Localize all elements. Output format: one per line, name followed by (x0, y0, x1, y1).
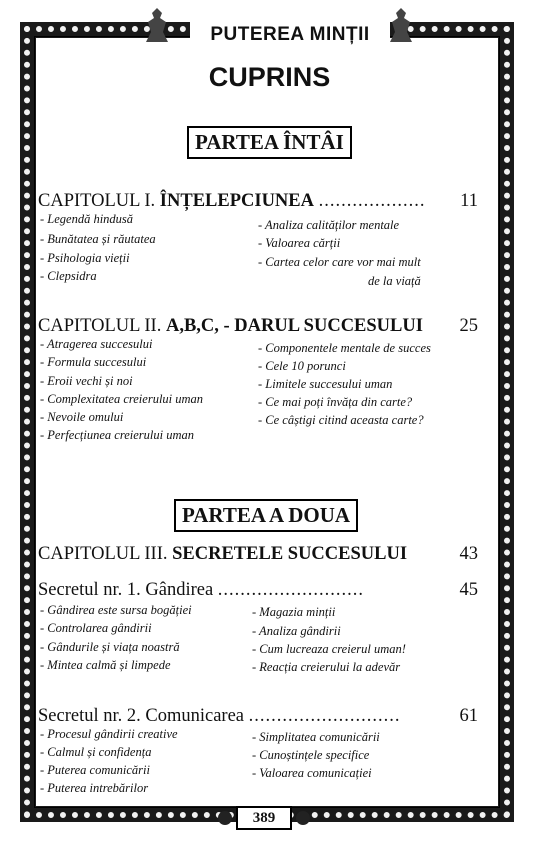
list-item: - Bunătatea și răutatea (40, 232, 156, 246)
secret-2-title: Secretul nr. 2. Comunicarea (38, 706, 245, 726)
page-number: 389 (236, 806, 292, 830)
list-item: - Procesul gândirii creative (40, 727, 178, 741)
list-item: - Simplitatea comunicării (252, 730, 380, 744)
list-item: - Puterea intrebărilor (40, 781, 149, 795)
chapter-1-entry (38, 191, 478, 212)
chapter-2-prefix: CAPITOLUL II. (38, 316, 162, 336)
chapter-1-leader: ................... (318, 191, 426, 211)
list-item: - Cele 10 porunci (258, 359, 346, 373)
secret-2-page: 61 (459, 706, 478, 726)
list-item: - Limitele succesului uman (258, 377, 393, 391)
list-item: de la viață (368, 274, 421, 288)
secret-1-entry (38, 580, 478, 601)
list-item: - Cunoștințele specifice (252, 748, 370, 762)
list-item: - Nevoile omului (40, 410, 124, 424)
running-header: PUTEREA MINȚII (190, 22, 390, 48)
chapter-3-entry (38, 544, 478, 565)
chapter-2-page: 25 (459, 316, 478, 336)
list-item: - Eroii vechi și noi (40, 374, 133, 388)
list-item: - Cum lucreaza creierul uman! (252, 642, 406, 656)
secret-2-leader: ........................... (248, 706, 401, 726)
list-item: - Gândirea este sursa bogăției (40, 603, 192, 617)
list-item: - Clepsidra (40, 269, 97, 283)
list-item: - Formula succesului (40, 355, 147, 369)
list-item: - Magazia minții (252, 605, 336, 619)
list-item: - Reacția creierului la adevăr (252, 660, 401, 674)
list-item: - Perfecțiunea creierului uman (40, 428, 195, 442)
list-item: - Controlarea gândirii (40, 621, 152, 635)
chapter-1-prefix: CAPITOLUL I. (38, 191, 156, 211)
list-item: - Analiza gândirii (252, 624, 341, 638)
secret-2-entry (38, 706, 478, 727)
list-item: - Complexitatea creierului uman (40, 392, 204, 406)
chapter-2-entry (38, 316, 478, 337)
list-item: - Gândurile și viața noastră (40, 640, 180, 654)
secret-1-leader: .......................... (217, 580, 365, 600)
list-item: - Atragerea succesului (40, 337, 153, 351)
secret-1-page: 45 (459, 580, 478, 600)
part-one-heading: PARTEA ÎNTÂI (187, 126, 352, 159)
statue-ornament-left (140, 6, 174, 46)
page-title: CUPRINS (208, 62, 331, 92)
chapter-1-name: ÎNȚELEPCIUNEA (159, 191, 314, 211)
list-item: - Valoarea cărții (258, 236, 341, 250)
list-item: - Ce mai poți învăța din carte? (258, 395, 413, 409)
list-item: - Calmul și confidența (40, 745, 152, 759)
chapter-3-page: 43 (459, 544, 478, 564)
secret-1-title: Secretul nr. 1. Gândirea (38, 580, 214, 600)
part-two-heading: PARTEA A DOUA (174, 499, 358, 532)
list-item: - Componentele mentale de succes (258, 341, 431, 355)
list-item: - Legendă hindusă (40, 212, 134, 226)
list-item: - Mintea calmă și limpede (40, 658, 171, 672)
list-item: - Cartea celor care vor mai mult (258, 255, 421, 269)
chapter-2-name: A,B,C, - DARUL SUCCESULUI (165, 316, 423, 336)
chapter-1-page: 11 (460, 191, 478, 211)
list-item: - Analiza calităților mentale (258, 218, 400, 232)
chapter-3-name: SECRETELE SUCCESULUI (172, 544, 408, 564)
list-item: - Puterea comunicării (40, 763, 150, 777)
list-item: - Psihologia vieții (40, 251, 130, 265)
list-item: - Ce câștigi citind aceasta carte? (258, 413, 424, 427)
list-item: - Valoarea comunicației (252, 766, 372, 780)
chapter-3-prefix: CAPITOLUL III. (38, 544, 168, 564)
